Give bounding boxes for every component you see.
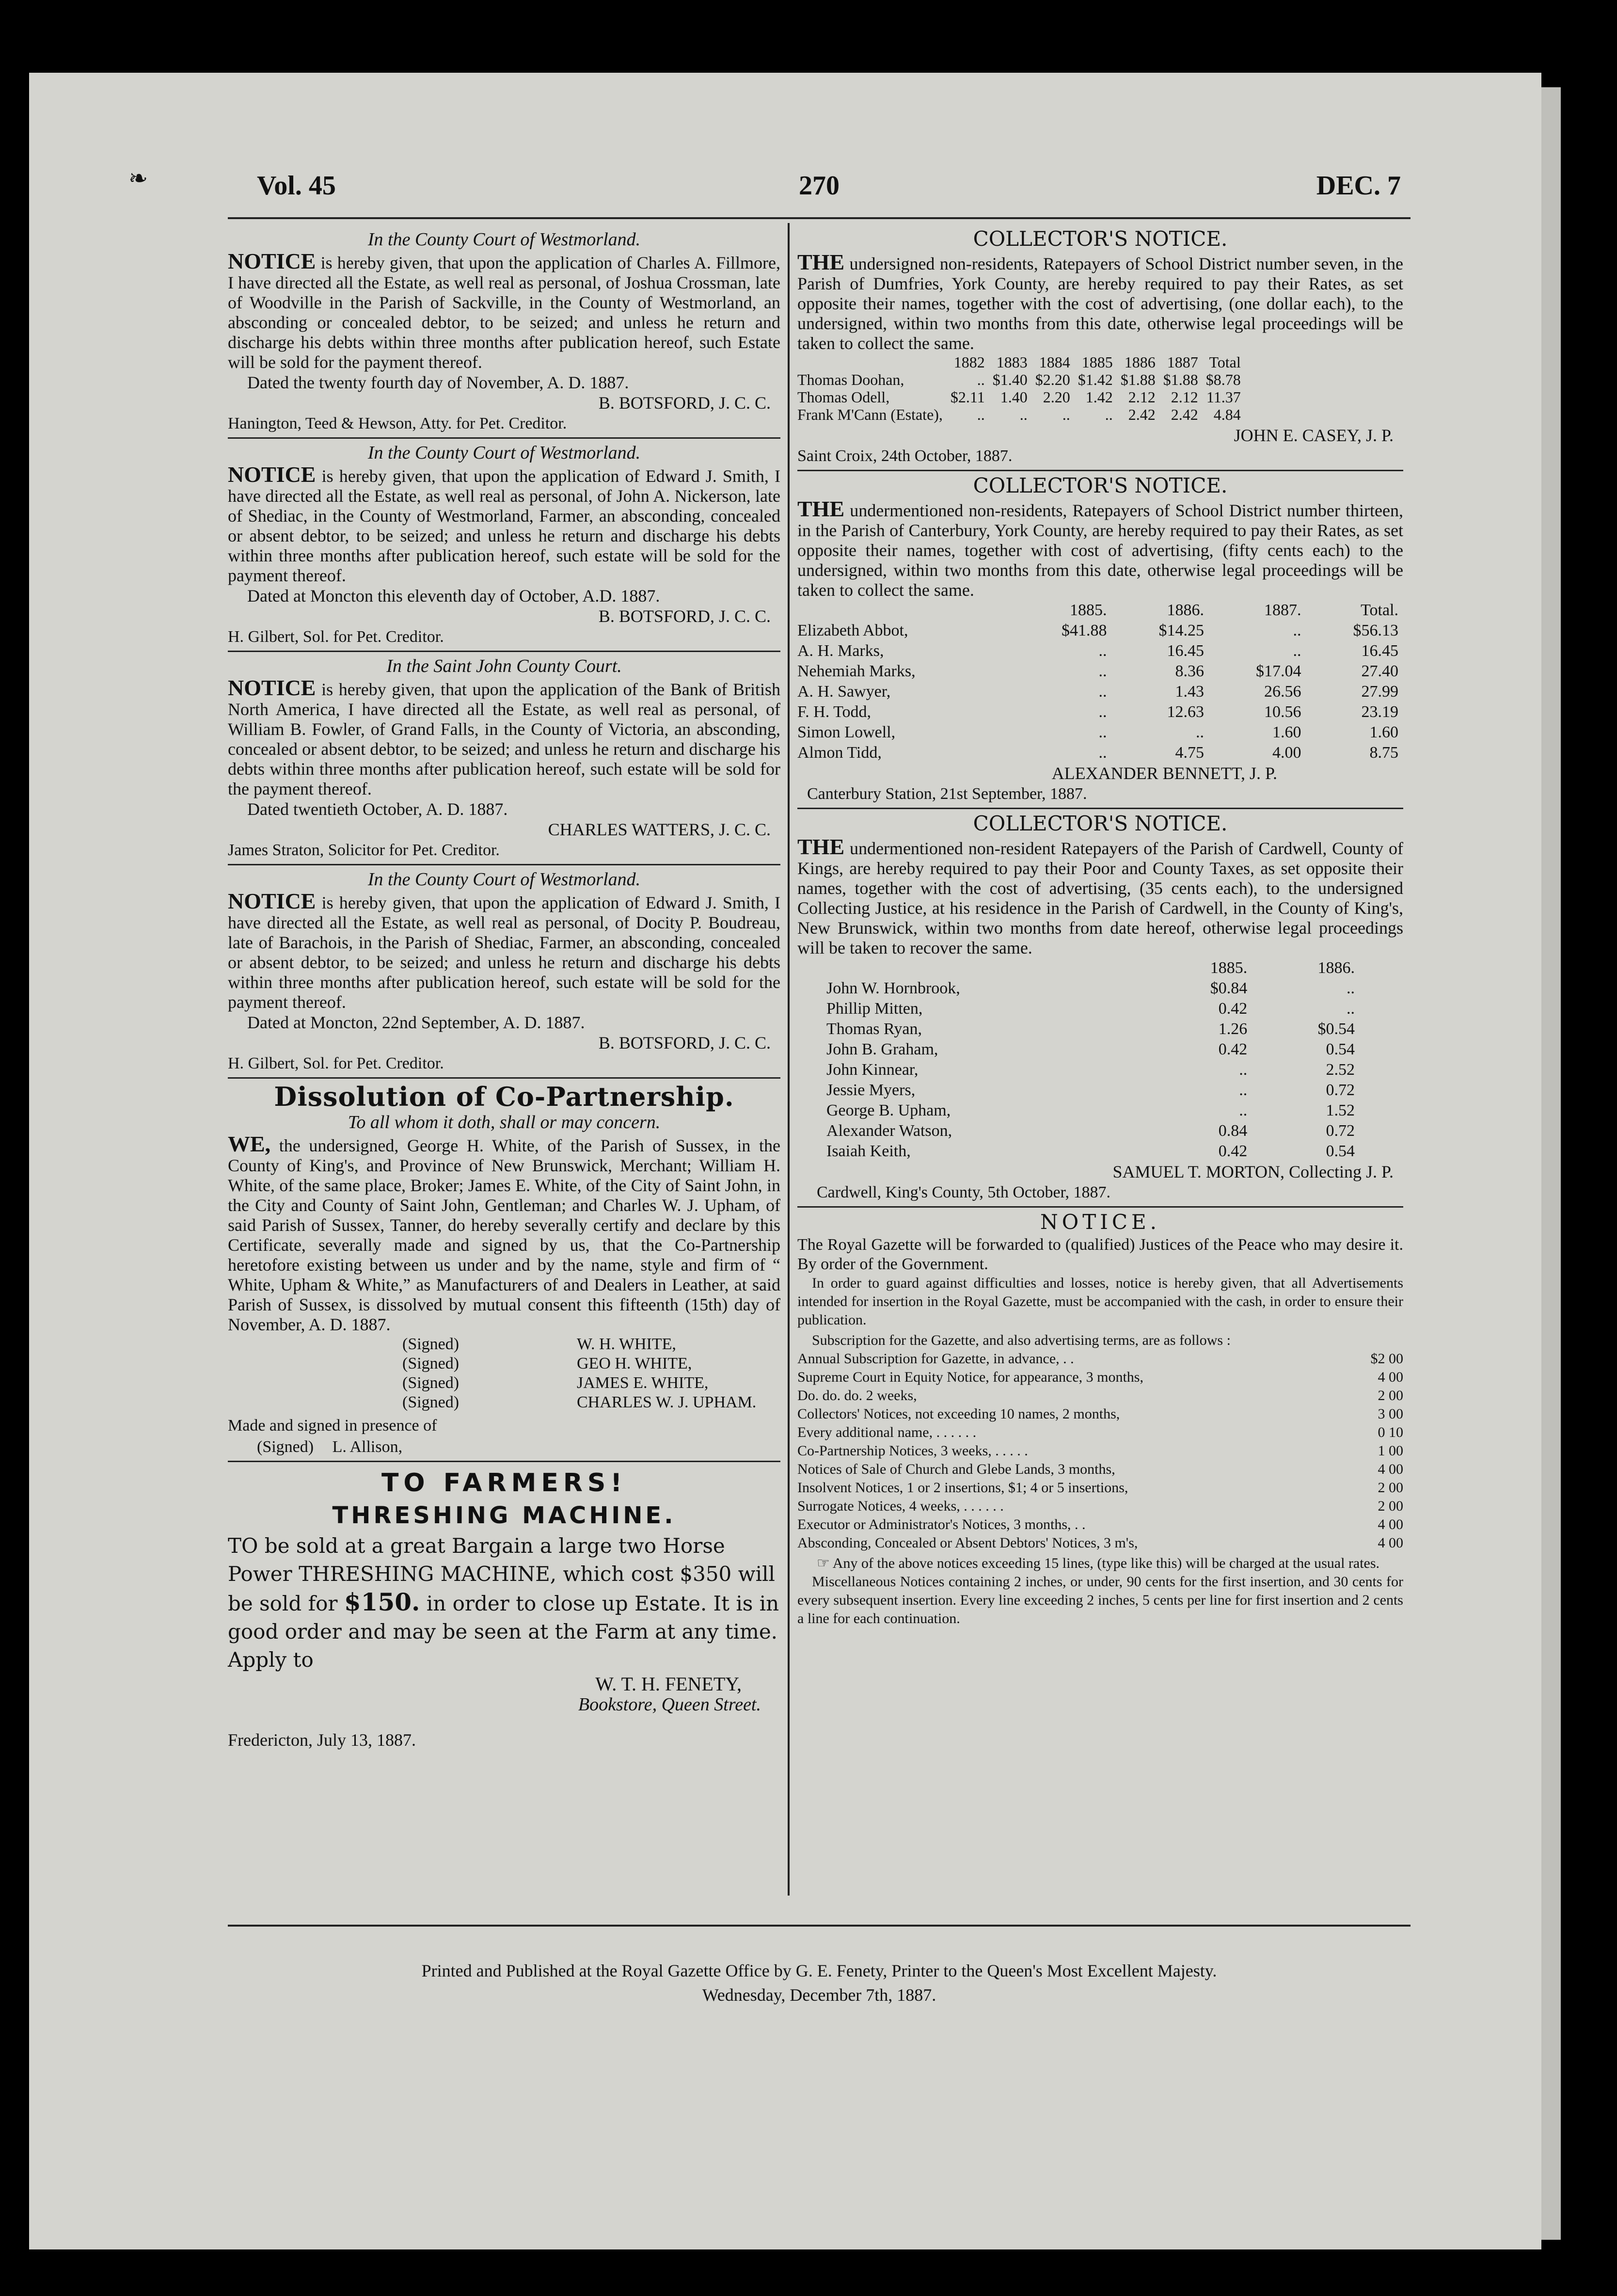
collector-notice-3 (797, 812, 1403, 1203)
divider (797, 808, 1403, 809)
rate-cell: 1.43 (1175, 683, 1204, 701)
column-header (797, 600, 1015, 621)
dissolution-subtitle: To all whom it doth, shall or may concern. (348, 1112, 661, 1132)
notice-attorney: Hanington, Teed & Hewson, Atty. for Pet. Creditor. (228, 415, 567, 432)
rate-cell: $1.40 (992, 371, 1028, 388)
court-heading: In the County Court of Westmorland. (367, 229, 641, 250)
notice-body: is hereby given, that upon the application of the Bank of British North America, I have directed all the Estate, as well real as personal, of William B. Fowler, of Grand Falls, in the County of Victoria, an absconding, concealed or absent debtor, to be seized; and unless he return and discharge his debts within three months after publication hereof, such estate will be sold for the payment thereof. (228, 680, 781, 798)
divider (228, 651, 780, 652)
column-separator (788, 223, 790, 1896)
notice-dated: Dated twentieth October, A. D. 1887. (247, 799, 508, 819)
rate-cell: 0.54 (1326, 1142, 1355, 1160)
issue-date: DEC. 7 (1316, 171, 1401, 201)
signature-row: (Signed) CHARLES W. J. UPHAM. (402, 1393, 757, 1411)
footer-line-1: Printed and Published at the Royal Gazette Office by G. E. Fenety, Printer to the Queen's Most Excellent Majesty. (421, 1961, 1217, 1980)
terms-label: Absconding, Concealed or Absent Debtors' Notices, 3 m's, (797, 1535, 1138, 1551)
collector-lead: THE (797, 250, 845, 274)
collector-signer: JOHN E. CASEY, J. P. (1234, 426, 1394, 445)
rates-table (826, 958, 1360, 1162)
terms-row (797, 1350, 1403, 1368)
terms-label: Supreme Court in Equity Notice, for appearance, 3 months, (797, 1369, 1143, 1385)
table-row (826, 1019, 1360, 1039)
ratepayer-name: F. H. Todd, (797, 703, 872, 721)
ratepayer-name: A. H. Sawyer, (797, 683, 891, 701)
terms-price: 4 00 (1378, 1369, 1403, 1385)
terms-label: Notices of Sale of Church and Glebe Lands, 3 months, (797, 1461, 1115, 1477)
table-row (797, 641, 1403, 661)
rate-cell: 4.84 (1213, 406, 1241, 423)
witness-line: Made and signed in presence of (228, 1417, 437, 1435)
rate-cell: 16.45 (1361, 642, 1398, 660)
divider (228, 1077, 780, 1079)
rate-cell: 1.42 (1085, 388, 1113, 406)
advert-address: Bookstore, Queen Street. (578, 1694, 761, 1715)
collector-title: COLLECTOR'S NOTICE. (973, 812, 1228, 835)
ratepayer-name: Jessie Myers, (826, 1081, 916, 1099)
farmers-title: TO FARMERS! (381, 1468, 627, 1498)
farmers-subtitle: THRESHING MACHINE. (332, 1502, 676, 1529)
terms-row (797, 1515, 1403, 1534)
notice-body: is hereby given, that upon the application of Charles A. Fillmore, I have directed all the Estate, as well real as personal, of Joshua Crossman, late of Woodville in the Parish of Sackville, in the County of Westmorland, an absconding or concealed debtor, to be seized; and unless he return and discharge his debts within three months after publication hereof, such Estate will be sold for the payment thereof. (228, 253, 780, 372)
column-header (826, 958, 1145, 978)
rate-cell: 2.12 (1171, 388, 1198, 406)
column-header: 1887 (1167, 353, 1198, 371)
advert-text-1: TO be sold at a great Bargain a large two Horse Power THRESHING MACHINE, which cost $350 will be sold for (228, 1534, 775, 1615)
collector-signer: SAMUEL T. MORTON, Collecting J. P. (1112, 1162, 1394, 1181)
rate-cell: 2.42 (1128, 406, 1156, 423)
rate-cell: .. (1098, 683, 1107, 701)
footer-rule (228, 1925, 1411, 1927)
table-row (826, 1100, 1360, 1121)
table-header-row (797, 353, 1245, 371)
notice-paragraph-5: Miscellaneous Notices containing 2 inches, or under, 90 cents for the first insertion, and 30 cents for every subsequent insertion. Every line exceeding 2 inches, 5 cents per line for first insertion and 2 cents a line for each continuation. (797, 1574, 1403, 1626)
notice-lead: NOTICE (228, 249, 316, 273)
notice-body: is hereby given, that upon the application of Edward J. Smith, I have directed all the Estate, as well real as personal, of John A. Nickerson, late of Shediac, in the County of Westmorland, Farmer, an absconding, concealed or absent debtor, to be seized; and unless he return and discharge his debts within three months after publication hereof, such estate will be sold for the payment thereof. (228, 466, 781, 585)
court-notice-3 (228, 655, 780, 861)
column-header: Total (1209, 353, 1241, 371)
rate-cell: 10.56 (1264, 703, 1301, 721)
terms-row (797, 1442, 1403, 1460)
rate-cell: $1.88 (1120, 371, 1156, 388)
table-header-row (797, 600, 1403, 621)
rate-cell: .. (1105, 406, 1113, 423)
rate-cell: .. (1293, 622, 1301, 639)
column-header: 1886 (1124, 353, 1156, 371)
ratepayer-name: George B. Upham, (826, 1101, 951, 1119)
pointing-hand-icon: ☞ (817, 1555, 830, 1571)
terms-price: $2 00 (1370, 1351, 1403, 1367)
rate-cell: 0.54 (1326, 1040, 1355, 1058)
rate-cell: 27.99 (1361, 683, 1398, 701)
rate-cell: .. (1239, 1081, 1248, 1099)
page-header (228, 171, 1411, 208)
terms-label: Executor or Administrator's Notices, 3 months, . . (797, 1516, 1086, 1532)
notice-paragraph-1: The Royal Gazette will be forwarded to (qualified) Justices of the Peace who may desire it. By order of the Government. (797, 1236, 1403, 1273)
terms-price: 4 00 (1378, 1535, 1403, 1551)
notice-body: is hereby given, that upon the application of Edward J. Smith, I have directed all the Estate, as well real as personal, of Docity P. Boudreau, late of Barachois, in the Parish of Shediac, Farmer, an absconding, concealed or absent debtor, to be seized; and unless he return and discharge his debts within three months after publication hereof, such estate will be sold for the payment thereof. (228, 893, 781, 1012)
collector-body: undermentioned non-resident Ratepayers of the Parish of Cardwell, County of Kings, are hereby required to pay their Poor and County Taxes, as set opposite their names, together with the cost of advertising, (35 cents each), to the undersigned Collecting Justice, at his residence in the Parish of Cardwell, in the County of King's, New Brunswick, within two months from date hereof, otherwise legal proceedings will be taken to recover the same. (797, 839, 1403, 957)
table-row (797, 743, 1403, 763)
rate-cell: 4.75 (1175, 744, 1204, 762)
rate-cell: .. (1239, 1101, 1248, 1119)
terms-row (797, 1534, 1403, 1552)
table-row (826, 1121, 1360, 1141)
ratepayer-name: Isaiah Keith, (826, 1142, 911, 1160)
rate-cell: 8.75 (1369, 744, 1398, 762)
table-row (797, 371, 1245, 388)
table-row (797, 661, 1403, 682)
rate-cell: $2.20 (1035, 371, 1070, 388)
terms-row (797, 1387, 1403, 1405)
collector-lead: THE (797, 834, 845, 859)
divider (797, 1206, 1403, 1208)
rate-cell: 0.84 (1218, 1122, 1248, 1140)
column-header: 1886. (1317, 959, 1355, 977)
dissolution-body: the undersigned, George H. White, of the Parish of Sussex, in the County of King's, and Province of New Brunswick, Merchant; William H. White, of the same place, Broker; James E. White, of the City of Saint John, in the City and County of Saint John, Gentleman; and Charles W. J. Upham, of said Parish of Sussex, Tanner, do hereby severally certify and declare by this Certificate, severally made and signed by us, that the Co-Partnership heretofore existing between us under and by the name, style and firm of “ White, Upham & White,” as Manufacturers of and Dealers in Leather, at said Parish of Sussex, is dissolved by mutual consent this fifteenth (15th) day of November, A. D. 1887. (228, 1136, 780, 1334)
rate-cell: 0.72 (1326, 1081, 1355, 1099)
rate-cell: 2.20 (1043, 388, 1070, 406)
collector-signer: ALEXANDER BENNETT, J. P. (1051, 764, 1277, 783)
margin-mark: ❧ (128, 166, 148, 191)
rate-cell: 27.40 (1361, 662, 1398, 680)
rate-cell: $56.13 (1353, 622, 1398, 639)
notice-dated: Dated at Moncton, 22nd September, A. D. 1887. (247, 1013, 585, 1032)
collector-body: undermentioned non-residents, Ratepayers of School District number thirteen, in the Parish of Canterbury, York County, are hereby required to pay their Rates, as set opposite their names, together with cost of advertising, (fifty cents each) to the undersigned, within two months from this date, otherwise legal proceedings will be taken to collect the same. (797, 501, 1403, 600)
terms-price: 4 00 (1378, 1516, 1403, 1532)
collector-body: undersigned non-residents, Ratepayers of School District number seven, in the Parish of Dumfries, York County, are hereby required to pay their Rates, as set opposite their names, together with the cost of advertising, (one dollar each), to the undersigned, within two months from this date, otherwise legal proceedings will be taken to collect the same. (797, 254, 1403, 353)
terms-label: Surrogate Notices, 4 weeks, . . . . . . (797, 1498, 1004, 1514)
column-header (797, 353, 947, 371)
column-header: 1883 (996, 353, 1028, 371)
terms-price: 3 00 (1378, 1406, 1403, 1422)
court-heading: In the County Court of Westmorland. (367, 869, 641, 890)
rate-cell: 0.42 (1218, 1040, 1248, 1058)
table-row (826, 978, 1360, 999)
ratepayer-name: Elizabeth Abbot, (797, 622, 908, 639)
notice-paragraph-2: In order to guard against difficulties and losses, notice is hereby given, that all Advertisements intended for insertion in the Royal Gazette, must be accompanied with the cash, in order to ensure their publication. (797, 1275, 1403, 1328)
rate-cell: 1.60 (1369, 723, 1398, 741)
rates-table (797, 353, 1245, 423)
rate-cell: 26.56 (1264, 683, 1301, 701)
terms-price: 1 00 (1378, 1443, 1403, 1459)
rate-cell: $14.25 (1158, 622, 1204, 639)
signature-row: (Signed) GEO H. WHITE, (402, 1355, 692, 1372)
ratepayer-name: John Kinnear, (826, 1061, 919, 1079)
ratepayer-name: Phillip Mitten, (826, 1000, 923, 1018)
notice-attorney: H. Gilbert, Sol. for Pet. Creditor. (228, 628, 444, 646)
notice-title: NOTICE. (1040, 1210, 1160, 1234)
rate-cell: .. (1347, 1000, 1355, 1018)
right-column (797, 225, 1403, 1628)
rate-cell: .. (1098, 703, 1107, 721)
terms-row (797, 1497, 1403, 1515)
rates-table (797, 600, 1403, 763)
collector-place: Saint Croix, 24th October, 1887. (797, 447, 1013, 465)
rate-cell: 0.72 (1326, 1122, 1355, 1140)
notice-paragraph-3: Subscription for the Gazette, and also advertising terms, are as follows : (812, 1332, 1231, 1348)
dissolution-notice (228, 1081, 780, 1458)
rate-cell: 1.40 (1000, 388, 1028, 406)
ratepayer-name: Thomas Ryan, (826, 1020, 922, 1038)
farmers-advert (228, 1468, 780, 1751)
signature-list (228, 1335, 780, 1412)
divider (797, 470, 1403, 471)
terms-label: Co-Partnership Notices, 3 weeks, . . . . . (797, 1443, 1028, 1459)
table-row (826, 1080, 1360, 1100)
terms-row (797, 1368, 1403, 1387)
notice-judge: B. BOTSFORD, J. C. C. (598, 606, 771, 626)
column-header: Total. (1361, 601, 1398, 619)
column-header: 1885 (1081, 353, 1113, 371)
rate-cell: .. (1098, 744, 1107, 762)
rate-cell: .. (977, 371, 985, 388)
column-header: 1886. (1167, 601, 1204, 619)
court-notice-2 (228, 442, 780, 648)
terms-label: Collectors' Notices, not exceeding 10 names, 2 months, (797, 1406, 1120, 1422)
table-row (797, 722, 1403, 743)
collector-notice-2 (797, 474, 1403, 805)
rate-cell: 12.63 (1167, 703, 1204, 721)
advert-text-2: in order to close up Estate. It is in good order and may be seen at the Farm at any time. Apply to (228, 1592, 779, 1672)
table-row (797, 388, 1245, 406)
terms-price: 2 00 (1378, 1480, 1403, 1496)
notice-judge: CHARLES WATTERS, J. C. C. (548, 820, 771, 839)
rate-cell: .. (1098, 642, 1107, 660)
terms-row (797, 1405, 1403, 1423)
rate-cell: 16.45 (1167, 642, 1204, 660)
divider (228, 437, 780, 439)
court-heading: In the Saint John County Court. (386, 656, 622, 676)
terms-price: 4 00 (1378, 1461, 1403, 1477)
rate-cell: $8.78 (1205, 371, 1241, 388)
notice-judge: B. BOTSFORD, J. C. C. (598, 393, 771, 413)
court-heading: In the County Court of Westmorland. (367, 443, 641, 463)
terms-price: 2 00 (1378, 1387, 1403, 1403)
terms-label: Annual Subscription for Gazette, in advance, . . (797, 1351, 1074, 1367)
rate-cell: 4.00 (1272, 744, 1301, 762)
terms-row (797, 1460, 1403, 1479)
rate-cell: .. (1098, 662, 1107, 680)
notice-attorney: H. Gilbert, Sol. for Pet. Creditor. (228, 1054, 444, 1072)
rate-cell: .. (1098, 723, 1107, 741)
rate-cell: 0.42 (1218, 1000, 1248, 1018)
rate-cell: .. (1019, 406, 1028, 423)
rate-cell: 2.42 (1171, 406, 1198, 423)
rate-cell: .. (1239, 1061, 1248, 1079)
rate-cell: 2.12 (1128, 388, 1156, 406)
page-number: 270 (799, 171, 840, 201)
rate-cell: $0.54 (1317, 1020, 1355, 1038)
rate-cell: 11.37 (1206, 388, 1241, 406)
notice-dated: Dated the twenty fourth day of November, A. D. 1887. (247, 373, 629, 392)
rate-cell: $2.11 (950, 388, 985, 406)
ratepayer-name: A. H. Marks, (797, 642, 884, 660)
rate-cell: .. (1195, 723, 1204, 741)
column-header: 1885. (1210, 959, 1248, 977)
rate-cell: 1.52 (1326, 1101, 1355, 1119)
witness-label: (Signed) (257, 1438, 314, 1456)
signature-row: (Signed) JAMES E. WHITE, (402, 1374, 709, 1392)
advert-seller: W. T. H. FENETY, (595, 1673, 742, 1695)
collector-place: Cardwell, King's County, 5th October, 1887. (817, 1183, 1110, 1201)
table-row (797, 621, 1403, 641)
header-rule (228, 217, 1411, 219)
terms-label: Insolvent Notices, 1 or 2 insertions, $1; 4 or 5 insertions, (797, 1480, 1128, 1496)
table-row (826, 999, 1360, 1019)
notice-lead: NOTICE (228, 462, 316, 487)
table-row (826, 1141, 1360, 1162)
notice-paragraph-4: ☞ Any of the above notices exceeding 15 lines, (type like this) will be charged at the usual rates. (817, 1555, 1380, 1571)
terms-price: 0 10 (1378, 1424, 1403, 1440)
ratepayer-name: John B. Graham, (826, 1040, 938, 1058)
column-header: 1882 (953, 353, 985, 371)
notice-judge: B. BOTSFORD, J. C. C. (598, 1033, 771, 1052)
divider (228, 1461, 780, 1462)
rate-cell: 8.36 (1175, 662, 1204, 680)
notice-lead: NOTICE (228, 675, 316, 700)
table-row (826, 1039, 1360, 1060)
volume-number: Vol. 45 (257, 171, 336, 201)
rate-cell: .. (1062, 406, 1070, 423)
column-header: 1887. (1264, 601, 1301, 619)
terms-label: Do. do. do. 2 weeks, (797, 1387, 917, 1403)
terms-row (797, 1479, 1403, 1497)
table-row (797, 682, 1403, 702)
advert-price: $150. (344, 1588, 420, 1616)
divider (228, 864, 780, 865)
rate-cell: $1.88 (1163, 371, 1198, 388)
ratepayer-name: Alexander Watson, (826, 1122, 952, 1140)
terms-price: 2 00 (1378, 1498, 1403, 1514)
table-header-row (826, 958, 1360, 978)
rate-cell: .. (1347, 979, 1355, 997)
rate-cell: $41.88 (1061, 622, 1107, 639)
rate-cell: 2.52 (1326, 1061, 1355, 1079)
collector-place: Canterbury Station, 21st September, 1887. (807, 785, 1087, 803)
column-header: 1884 (1039, 353, 1070, 371)
rate-cell: .. (977, 406, 985, 423)
table-row (826, 1060, 1360, 1080)
terms-row (797, 1423, 1403, 1442)
gazette-notice (797, 1211, 1403, 1628)
notice-dated: Dated at Moncton this eleventh day of October, A.D. 1887. (247, 586, 660, 606)
witness-name: L. Allison, (332, 1438, 403, 1456)
dissolution-lead: WE, (228, 1132, 271, 1156)
footer-line-2: Wednesday, December 7th, 1887. (702, 1985, 936, 2005)
page-content (228, 165, 1411, 2026)
notice-lead: NOTICE (228, 889, 316, 913)
rate-cell: $0.84 (1210, 979, 1248, 997)
court-notice-1 (228, 228, 780, 434)
rate-cell: 1.60 (1272, 723, 1301, 741)
collector-title: COLLECTOR'S NOTICE. (973, 474, 1228, 497)
rate-cell: 23.19 (1361, 703, 1398, 721)
ratepayer-name: Frank M'Cann (Estate), (797, 406, 943, 423)
terms-list (797, 1350, 1403, 1552)
rate-cell: 0.42 (1218, 1142, 1248, 1160)
ratepayer-name: Simon Lowell, (797, 723, 896, 741)
rate-cell: 1.26 (1218, 1020, 1248, 1038)
notice-attorney: James Straton, Solicitor for Pet. Creditor. (228, 841, 500, 859)
ratepayer-name: Nehemiah Marks, (797, 662, 916, 680)
ratepayer-name: Thomas Doohan, (797, 371, 904, 388)
table-row (797, 702, 1403, 722)
page-edge (1541, 87, 1561, 2240)
table-row (797, 406, 1245, 423)
court-notice-4 (228, 868, 780, 1074)
advert-dateline: Fredericton, July 13, 1887. (228, 1730, 416, 1750)
ratepayer-name: John W. Hornbrook, (826, 979, 960, 997)
ratepayer-name: Thomas Odell, (797, 388, 890, 406)
rate-cell: .. (1293, 642, 1301, 660)
page-footer (228, 1959, 1411, 2007)
ratepayer-name: Almon Tidd, (797, 744, 882, 762)
terms-label: Every additional name, . . . . . . (797, 1424, 977, 1440)
left-column (228, 225, 780, 1751)
rate-cell: $1.42 (1078, 371, 1113, 388)
dissolution-title: Dissolution of Co-Partnership. (274, 1081, 734, 1112)
rate-cell: $17.04 (1255, 662, 1301, 680)
collector-lead: THE (797, 496, 845, 521)
signature-row: (Signed) W. H. WHITE, (402, 1335, 676, 1353)
column-header: 1885. (1069, 601, 1107, 619)
collector-notice-1 (797, 227, 1403, 467)
collector-title: COLLECTOR'S NOTICE. (973, 227, 1228, 251)
